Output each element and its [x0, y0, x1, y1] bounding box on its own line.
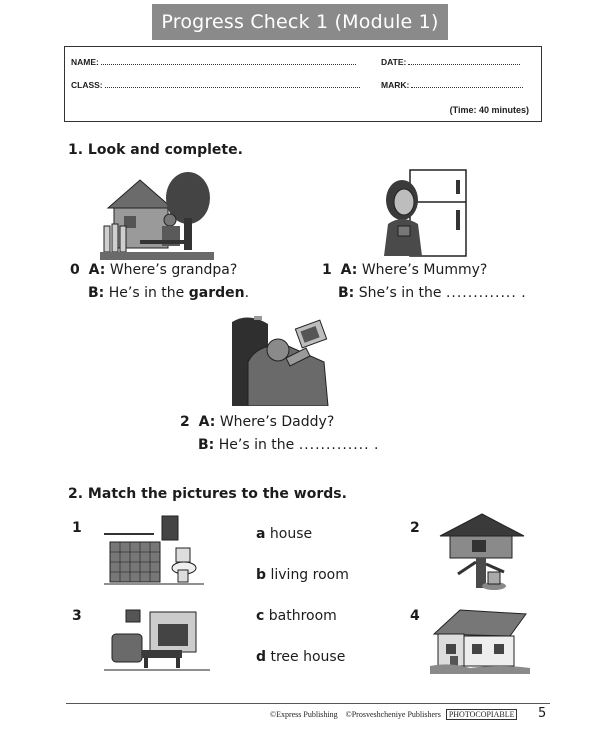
question-2-a [180, 414, 334, 430]
question-0-a-text: Where’s grandpa? [109, 262, 238, 278]
footer-publisher-1: ©Express Publishing [270, 710, 338, 719]
question-0-a-label: A: [88, 262, 106, 278]
date-field[interactable] [381, 57, 520, 67]
question-1-answer-blank[interactable]: ............. [445, 285, 517, 301]
question-2-a-text: Where’s Daddy? [219, 414, 335, 430]
question-0-end: . [244, 285, 250, 301]
question-2-b-text: He’s in the [218, 437, 295, 453]
page-number: 5 [538, 706, 547, 721]
question-1-a [322, 262, 487, 278]
question-2-end: . [374, 437, 379, 453]
question-0-b-label: B: [88, 285, 105, 301]
word-option-d [256, 649, 345, 665]
section1-heading: 1. Look and complete. [68, 142, 243, 158]
word-option-a [256, 526, 312, 542]
mark-label: MARK: [381, 80, 410, 90]
picture-number-2: 2 [410, 520, 420, 536]
question-0-a [70, 262, 237, 278]
word-letter-a: a [256, 526, 266, 542]
question-2-answer-blank[interactable]: ............. [298, 437, 370, 453]
word-letter-c: c [256, 608, 265, 624]
question-1-a-text: Where’s Mummy? [361, 262, 488, 278]
treehouse-picture-icon [434, 512, 530, 592]
question-0-b-text: He’s in the [108, 285, 185, 301]
date-label: DATE: [381, 57, 407, 67]
photocopiable-badge: PHOTOCOPIABLE [446, 709, 518, 720]
picture-number-4: 4 [410, 608, 420, 624]
class-field[interactable] [71, 80, 360, 90]
word-text-d: tree house [270, 649, 346, 665]
page-title: Progress Check 1 (Module 1) [152, 4, 448, 40]
footer-credits [270, 710, 517, 719]
word-text-c: bathroom [268, 608, 337, 624]
picture-number-1: 1 [72, 520, 82, 536]
question-2-b [198, 437, 378, 453]
question-1-a-label: A: [340, 262, 358, 278]
word-text-b: living room [270, 567, 349, 583]
garden-picture-icon [100, 168, 214, 260]
bathroom-picture-icon [104, 512, 204, 588]
mark-field[interactable] [381, 80, 523, 90]
kitchen-fridge-picture-icon [382, 166, 472, 258]
class-label: CLASS: [71, 80, 103, 90]
armchair-reading-picture-icon [228, 312, 340, 406]
question-0-number: 0 [70, 262, 80, 278]
word-option-c [256, 608, 337, 624]
question-2-number: 2 [180, 414, 190, 430]
footer-publisher-2: ©Prosveshcheniye Publishers [345, 710, 441, 719]
question-2-a-label: A: [198, 414, 216, 430]
word-letter-b: b [256, 567, 267, 583]
question-1-b [338, 285, 526, 301]
question-2-b-label: B: [198, 437, 215, 453]
word-option-b [256, 567, 349, 583]
name-label: NAME: [71, 57, 99, 67]
picture-number-3: 3 [72, 608, 82, 624]
student-info-box [64, 46, 542, 122]
question-0-answer: garden [188, 285, 245, 301]
word-text-a: house [269, 526, 313, 542]
question-1-b-text: She’s in the [358, 285, 442, 301]
living-room-picture-icon [104, 604, 210, 676]
question-1-number: 1 [322, 262, 332, 278]
house-picture-icon [430, 604, 530, 674]
section2-heading: 2. Match the pictures to the words. [68, 486, 347, 502]
question-1-end: . [521, 285, 526, 301]
word-letter-d: d [256, 649, 267, 665]
name-field[interactable] [71, 57, 356, 67]
footer-divider [66, 703, 550, 704]
question-0-b [88, 285, 249, 301]
question-1-b-label: B: [338, 285, 355, 301]
time-note: (Time: 40 minutes) [449, 105, 529, 115]
